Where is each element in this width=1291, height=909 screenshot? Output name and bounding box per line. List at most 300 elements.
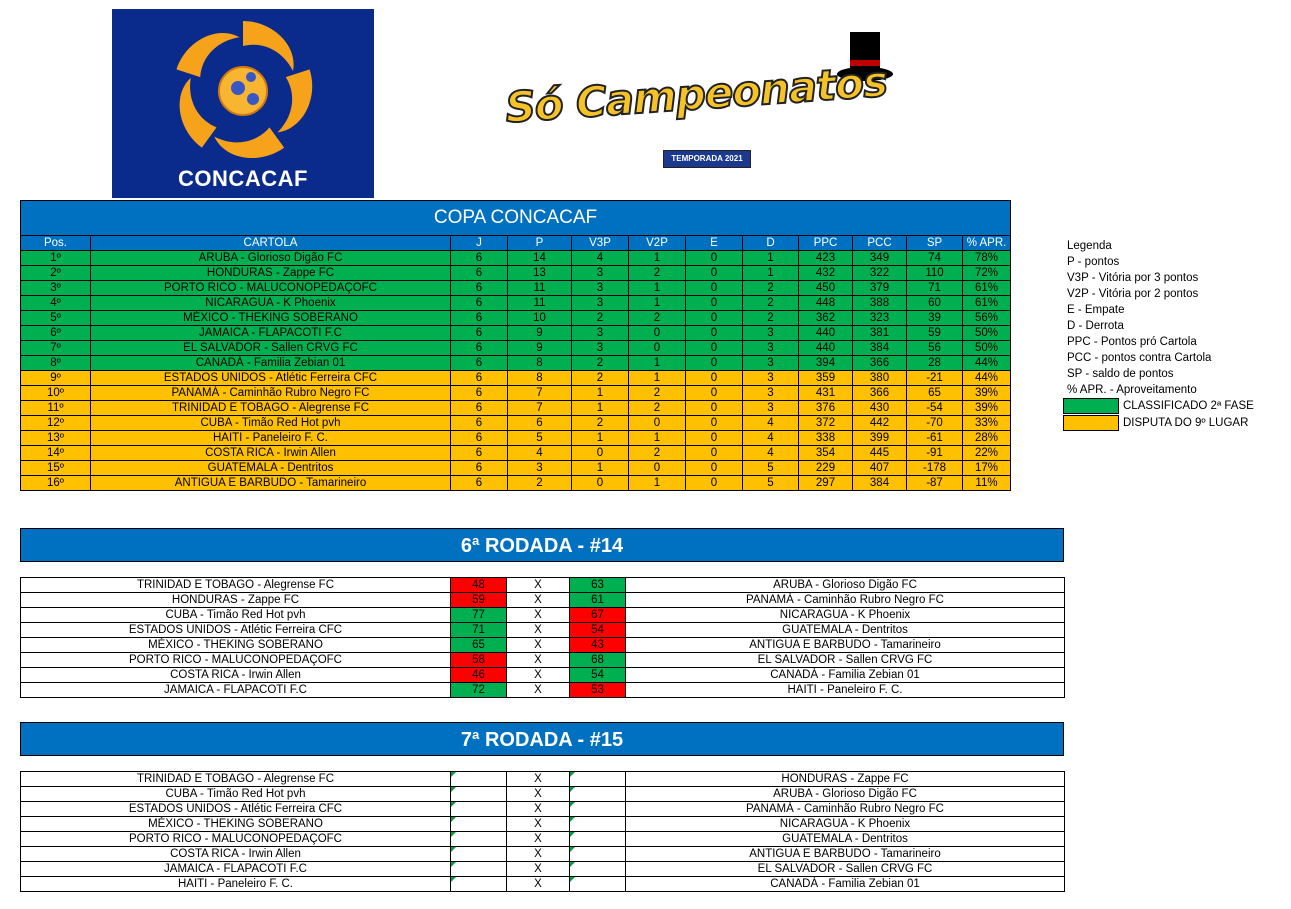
standings-cell: 0 — [686, 461, 743, 476]
legend-classified — [1063, 398, 1254, 414]
match-row — [21, 832, 1065, 847]
header-cell: PCC — [853, 236, 907, 251]
standings-cell: 56% — [963, 311, 1011, 326]
dispute-label: DISPUTA DO 9º LUGAR — [1123, 417, 1249, 429]
standings-cell: 2 — [572, 371, 629, 386]
standings-row — [21, 476, 1011, 491]
standings-cell: 28% — [963, 431, 1011, 446]
standings-cell: 2 — [629, 401, 686, 416]
home-team: CUBA - Timão Red Hot pvh — [21, 787, 451, 802]
versus-separator: X — [507, 653, 570, 668]
away-team: PANAMÁ - Caminhão Rubro Negro FC — [626, 593, 1065, 608]
match-row — [21, 578, 1065, 593]
match-row — [21, 817, 1065, 832]
standings-cell: 3 — [572, 341, 629, 356]
standings-row — [21, 281, 1011, 296]
standings-cell: 4 — [572, 251, 629, 266]
away-score: 61 — [570, 593, 626, 608]
standings-cell: 6 — [451, 386, 508, 401]
versus-separator: X — [507, 862, 570, 877]
standings-cell: 7 — [508, 401, 572, 416]
so-campeonatos-logo — [505, 30, 915, 180]
standings-cell: HONDURAS - Zappe FC — [91, 266, 451, 281]
match-row — [21, 638, 1065, 653]
home-score: 77 — [451, 608, 507, 623]
standings-cell: 229 — [799, 461, 853, 476]
match-row — [21, 608, 1065, 623]
standings-cell: -21 — [907, 371, 963, 386]
standings-cell: 11 — [508, 296, 572, 311]
standings-cell: 322 — [853, 266, 907, 281]
home-score-empty[interactable] — [451, 772, 507, 787]
home-score: 58 — [451, 653, 507, 668]
standings-cell: NICARAGUA - K Phoenix — [91, 296, 451, 311]
standings-cell: 2 — [743, 281, 799, 296]
standings-cell: 3 — [743, 386, 799, 401]
versus-separator: X — [507, 578, 570, 593]
standings-cell: GUATEMALA - Dentritos — [91, 461, 451, 476]
away-score-empty[interactable] — [570, 877, 626, 892]
standings-cell: ESTADOS UNIDOS - Atlétic Ferreira CFC — [91, 371, 451, 386]
standings-cell: 0 — [686, 281, 743, 296]
home-score-empty[interactable] — [451, 862, 507, 877]
standings-cell: 430 — [853, 401, 907, 416]
standings-cell: CANADÁ - Familia Zebian 01 — [91, 356, 451, 371]
away-score-empty[interactable] — [570, 832, 626, 847]
standings-cell: HAITI - Paneleiro F. C. — [91, 431, 451, 446]
standings-cell: 61% — [963, 296, 1011, 311]
standings-cell: 450 — [799, 281, 853, 296]
match-row — [21, 787, 1065, 802]
header-cell: % APR. — [963, 236, 1011, 251]
standings-cell: -91 — [907, 446, 963, 461]
standings-cell: 0 — [686, 341, 743, 356]
away-team: GUATEMALA - Dentritos — [626, 623, 1065, 638]
standings-cell: 0 — [686, 296, 743, 311]
standings-cell: PANAMÁ - Caminhão Rubro Negro FC — [91, 386, 451, 401]
standings-cell: 338 — [799, 431, 853, 446]
match-row — [21, 623, 1065, 638]
standings-cell: 71 — [907, 281, 963, 296]
match-row — [21, 683, 1065, 698]
standings-cell: 349 — [853, 251, 907, 266]
legend-line: P - pontos — [1067, 256, 1120, 268]
standings-cell: JAMAICA - FLAPACOTI F.C — [91, 326, 451, 341]
versus-separator: X — [507, 608, 570, 623]
versus-separator: X — [507, 832, 570, 847]
away-score: 63 — [570, 578, 626, 593]
standings-row — [21, 251, 1011, 266]
standings-cell: 6º — [21, 326, 91, 341]
standings-header-row — [21, 236, 1011, 251]
standings-cell: 14º — [21, 446, 91, 461]
standings-cell: 2 — [629, 311, 686, 326]
standings-cell: 388 — [853, 296, 907, 311]
standings-cell: CUBA - Timão Red Hot pvh — [91, 416, 451, 431]
header-cell: PPC — [799, 236, 853, 251]
standings-row — [21, 356, 1011, 371]
standings-cell: 6 — [451, 431, 508, 446]
standings-cell: 6 — [451, 266, 508, 281]
away-team: CANADÁ - Familia Zebian 01 — [626, 877, 1065, 892]
standings-cell: 431 — [799, 386, 853, 401]
standings-cell: -70 — [907, 416, 963, 431]
standings-cell: 362 — [799, 311, 853, 326]
legend — [1067, 238, 1211, 398]
home-score-empty[interactable] — [451, 787, 507, 802]
standings-cell: 1 — [743, 266, 799, 281]
away-score-empty[interactable] — [570, 772, 626, 787]
away-team: ANTIGUA E BARBUDO - Tamarineiro — [626, 847, 1065, 862]
home-score-empty[interactable] — [451, 802, 507, 817]
round15-table — [20, 771, 1065, 892]
versus-separator: X — [507, 683, 570, 698]
standings-cell: 10 — [508, 311, 572, 326]
standings-cell: 0 — [629, 326, 686, 341]
standings-row — [21, 326, 1011, 341]
concacaf-swirl-icon — [112, 9, 374, 169]
home-score: 48 — [451, 578, 507, 593]
standings-cell: 376 — [799, 401, 853, 416]
legend-line: PPC - Pontos pró Cartola — [1067, 336, 1197, 348]
standings-cell: 6 — [451, 476, 508, 491]
concacaf-name: CONCACAF — [178, 166, 308, 191]
home-score-empty[interactable] — [451, 817, 507, 832]
standings-cell: 59 — [907, 326, 963, 341]
home-score-empty[interactable] — [451, 832, 507, 847]
standings-cell: 0 — [686, 356, 743, 371]
header-cell: V2P — [629, 236, 686, 251]
standings-cell: 9º — [21, 371, 91, 386]
standings-cell: 4 — [743, 446, 799, 461]
standings-row — [21, 296, 1011, 311]
standings-cell: 2 — [743, 311, 799, 326]
standings-cell: 6 — [451, 461, 508, 476]
away-score-empty[interactable] — [570, 862, 626, 877]
versus-separator: X — [507, 638, 570, 653]
away-team: ANTIGUA E BARBUDO - Tamarineiro — [626, 638, 1065, 653]
standings-cell: 3 — [572, 296, 629, 311]
standings-cell: 1 — [572, 386, 629, 401]
standings-cell: 0 — [686, 476, 743, 491]
standings-cell: 0 — [686, 446, 743, 461]
versus-separator: X — [507, 817, 570, 832]
standings-cell: 6 — [451, 356, 508, 371]
home-team: TRINIDAD E TOBAGO - Alegrense FC — [21, 772, 451, 787]
standings-cell: 423 — [799, 251, 853, 266]
standings-row — [21, 386, 1011, 401]
standings-cell: 56 — [907, 341, 963, 356]
standings-row — [21, 461, 1011, 476]
standings-cell: 440 — [799, 341, 853, 356]
match-row — [21, 593, 1065, 608]
standings-cell: 4 — [508, 446, 572, 461]
standings-cell: 6 — [451, 251, 508, 266]
legend-line: D - Derrota — [1067, 320, 1124, 332]
home-score: 71 — [451, 623, 507, 638]
standings-cell: 381 — [853, 326, 907, 341]
standings-cell: 380 — [853, 371, 907, 386]
home-score-empty[interactable] — [451, 877, 507, 892]
match-row — [21, 862, 1065, 877]
standings-cell: 16º — [21, 476, 91, 491]
away-team: GUATEMALA - Dentritos — [626, 832, 1065, 847]
standings-cell: EL SALVADOR - Sallen CRVG FC — [91, 341, 451, 356]
round15-banner: 7ª RODADA - #15 — [20, 722, 1064, 756]
legend-line: Legenda — [1067, 240, 1112, 252]
standings-cell: 384 — [853, 341, 907, 356]
match-row — [21, 668, 1065, 683]
match-row — [21, 653, 1065, 668]
standings-cell: 2 — [629, 386, 686, 401]
standings-cell: 110 — [907, 266, 963, 281]
standings-cell: 445 — [853, 446, 907, 461]
standings-cell: 0 — [686, 251, 743, 266]
home-team: JAMAICA - FLAPACOTI F.C — [21, 683, 451, 698]
standings-cell: 2 — [629, 446, 686, 461]
standings-cell: MÉXICO - THEKING SOBERANO — [91, 311, 451, 326]
standings-cell: 17% — [963, 461, 1011, 476]
standings-cell: 1 — [572, 431, 629, 446]
standings-row — [21, 311, 1011, 326]
standings-cell: 407 — [853, 461, 907, 476]
away-score-empty[interactable] — [570, 817, 626, 832]
concacaf-logo — [112, 9, 374, 198]
standings-cell: 5 — [743, 476, 799, 491]
standings-cell: COSTA RICA - Irwin Allen — [91, 446, 451, 461]
home-team: PORTO RICO - MALUCONOPEDAÇOFC — [21, 832, 451, 847]
round14-banner: 6ª RODADA - #14 — [20, 528, 1064, 562]
standings-cell: 8º — [21, 356, 91, 371]
away-score-empty[interactable] — [570, 847, 626, 862]
standings-cell: 0 — [572, 446, 629, 461]
header-cell: SP — [907, 236, 963, 251]
standings-cell: 6 — [451, 371, 508, 386]
standings-cell: -54 — [907, 401, 963, 416]
away-team: CANADÁ - Familia Zebian 01 — [626, 668, 1065, 683]
standings-cell: 1º — [21, 251, 91, 266]
standings-row — [21, 446, 1011, 461]
standings-cell: 1 — [629, 476, 686, 491]
standings-cell: 50% — [963, 341, 1011, 356]
standings-cell: 366 — [853, 356, 907, 371]
home-team: JAMAICA - FLAPACOTI F.C — [21, 862, 451, 877]
away-team: EL SALVADOR - Sallen CRVG FC — [626, 862, 1065, 877]
header-cell: V3P — [572, 236, 629, 251]
standings-cell: 6 — [451, 341, 508, 356]
standings-cell: 14 — [508, 251, 572, 266]
standings-cell: 78% — [963, 251, 1011, 266]
away-score: 68 — [570, 653, 626, 668]
standings-cell: 3 — [743, 401, 799, 416]
round14-table — [20, 577, 1065, 698]
away-score: 67 — [570, 608, 626, 623]
standings-cell: 0 — [629, 341, 686, 356]
standings-cell: 3 — [572, 326, 629, 341]
standings-row — [21, 401, 1011, 416]
away-score: 54 — [570, 668, 626, 683]
match-row — [21, 847, 1065, 862]
classified-swatch — [1063, 398, 1119, 414]
legend-line: V3P - Vitória por 3 pontos — [1067, 272, 1199, 284]
away-team: HONDURAS - Zappe FC — [626, 772, 1065, 787]
standings-cell: 74 — [907, 251, 963, 266]
standings-cell: 22% — [963, 446, 1011, 461]
header-cell: E — [686, 236, 743, 251]
standings-cell: 6 — [451, 416, 508, 431]
home-team: ESTADOS UNIDOS - Atlétic Ferreira CFC — [21, 623, 451, 638]
standings-cell: 0 — [629, 461, 686, 476]
standings-cell: 394 — [799, 356, 853, 371]
away-score: 54 — [570, 623, 626, 638]
header-cell: CARTOLA — [91, 236, 451, 251]
home-score: 59 — [451, 593, 507, 608]
standings-cell: 442 — [853, 416, 907, 431]
away-team: HAITI - Paneleiro F. C. — [626, 683, 1065, 698]
standings-cell: ANTIGUA E BARBUDO - Tamarineiro — [91, 476, 451, 491]
standings-cell: 3 — [572, 281, 629, 296]
home-score-empty[interactable] — [451, 847, 507, 862]
home-team: COSTA RICA - Irwin Allen — [21, 668, 451, 683]
home-team: TRINIDAD E TOBAGO - Alegrense FC — [21, 578, 451, 593]
standings-cell: 3 — [508, 461, 572, 476]
match-row — [21, 772, 1065, 787]
standings-cell: 0 — [686, 401, 743, 416]
standings-cell: 0 — [572, 476, 629, 491]
standings-cell: 44% — [963, 371, 1011, 386]
away-score-empty[interactable] — [570, 787, 626, 802]
legend-line: E - Empate — [1067, 304, 1125, 316]
versus-separator: X — [507, 877, 570, 892]
standings-cell: 1 — [629, 371, 686, 386]
legend-dispute — [1063, 415, 1248, 431]
standings-cell: 4 — [743, 416, 799, 431]
standings-cell: 0 — [686, 371, 743, 386]
home-team: ESTADOS UNIDOS - Atlétic Ferreira CFC — [21, 802, 451, 817]
standings-cell: 15º — [21, 461, 91, 476]
home-team: PORTO RICO - MALUCONOPEDAÇOFC — [21, 653, 451, 668]
standings-cell: ARUBA - Glorioso Digão FC — [91, 251, 451, 266]
standings-cell: 1 — [572, 401, 629, 416]
standings-cell: 12º — [21, 416, 91, 431]
standings-cell: 2 — [743, 296, 799, 311]
legend-line: PCC - pontos contra Cartola — [1067, 352, 1212, 364]
standings-cell: 61% — [963, 281, 1011, 296]
standings-cell: 0 — [686, 431, 743, 446]
standings-cell: 0 — [686, 416, 743, 431]
standings-cell: 1 — [629, 356, 686, 371]
standings-row — [21, 341, 1011, 356]
standings-cell: 8 — [508, 356, 572, 371]
away-score-empty[interactable] — [570, 802, 626, 817]
header-cell: J — [451, 236, 508, 251]
standings-cell: 372 — [799, 416, 853, 431]
standings-cell: 9 — [508, 341, 572, 356]
home-team: HAITI - Paneleiro F. C. — [21, 877, 451, 892]
standings-cell: 5º — [21, 311, 91, 326]
versus-separator: X — [507, 593, 570, 608]
standings-cell: 432 — [799, 266, 853, 281]
versus-separator: X — [507, 847, 570, 862]
standings-cell: 1 — [629, 251, 686, 266]
standings-cell: 2 — [572, 416, 629, 431]
legend-line: V2P - Vitória por 2 pontos — [1067, 288, 1199, 300]
away-score: 53 — [570, 683, 626, 698]
away-score: 43 — [570, 638, 626, 653]
away-team: ARUBA - Glorioso Digão FC — [626, 787, 1065, 802]
away-team: EL SALVADOR - Sallen CRVG FC — [626, 653, 1065, 668]
away-team: ARUBA - Glorioso Digão FC — [626, 578, 1065, 593]
standings-cell: 1 — [629, 431, 686, 446]
so-campeonatos-text: Só Campeonatos — [503, 56, 889, 133]
standings-cell: 354 — [799, 446, 853, 461]
standings-cell: 379 — [853, 281, 907, 296]
standings-cell: TRINIDAD E TOBAGO - Alegrense FC — [91, 401, 451, 416]
standings-cell: 50% — [963, 326, 1011, 341]
standings-cell: 0 — [686, 326, 743, 341]
standings-cell: 9 — [508, 326, 572, 341]
standings-cell: 11% — [963, 476, 1011, 491]
standings-cell: 65 — [907, 386, 963, 401]
standings-cell: 13º — [21, 431, 91, 446]
away-team: NICARAGUA - K Phoenix — [626, 608, 1065, 623]
standings-title: COPA CONCACAF — [21, 201, 1011, 236]
away-team: NICARAGUA - K Phoenix — [626, 817, 1065, 832]
standings-cell: 448 — [799, 296, 853, 311]
standings-cell: 5 — [743, 461, 799, 476]
header-cell: P — [508, 236, 572, 251]
dispute-swatch — [1063, 415, 1119, 431]
standings-cell: -61 — [907, 431, 963, 446]
standings-cell: 0 — [629, 416, 686, 431]
standings-cell: -87 — [907, 476, 963, 491]
standings-cell: 11º — [21, 401, 91, 416]
standings-cell: 60 — [907, 296, 963, 311]
match-row — [21, 802, 1065, 817]
legend-line: SP - saldo de pontos — [1067, 368, 1174, 380]
season-badge: TEMPORADA 2021 — [663, 150, 751, 168]
versus-separator: X — [507, 787, 570, 802]
standings-cell: 8 — [508, 371, 572, 386]
standings-cell: 323 — [853, 311, 907, 326]
standings-cell: 39% — [963, 401, 1011, 416]
home-score: 72 — [451, 683, 507, 698]
standings-cell: 6 — [451, 326, 508, 341]
header-cell: Pos. — [21, 236, 91, 251]
match-row — [21, 877, 1065, 892]
standings-cell: 2 — [572, 356, 629, 371]
standings-cell: 1 — [629, 281, 686, 296]
standings-cell: 359 — [799, 371, 853, 386]
standings-cell: 2º — [21, 266, 91, 281]
home-team: MÉXICO - THEKING SOBERANO — [21, 817, 451, 832]
standings-cell: 2 — [572, 311, 629, 326]
standings-cell: 3 — [572, 266, 629, 281]
standings-cell: 11 — [508, 281, 572, 296]
standings-cell: 366 — [853, 386, 907, 401]
standings-cell: 44% — [963, 356, 1011, 371]
home-team: CUBA - Timão Red Hot pvh — [21, 608, 451, 623]
standings-cell: 440 — [799, 326, 853, 341]
standings-cell: 39 — [907, 311, 963, 326]
header-cell: D — [743, 236, 799, 251]
standings-cell: PORTO RICO - MALUCONOPEDAÇOFC — [91, 281, 451, 296]
standings-cell: 3 — [743, 326, 799, 341]
standings-cell: 5 — [508, 431, 572, 446]
versus-separator: X — [507, 772, 570, 787]
away-team: PANAMÁ - Caminhão Rubro Negro FC — [626, 802, 1065, 817]
home-team: MÉXICO - THEKING SOBERANO — [21, 638, 451, 653]
